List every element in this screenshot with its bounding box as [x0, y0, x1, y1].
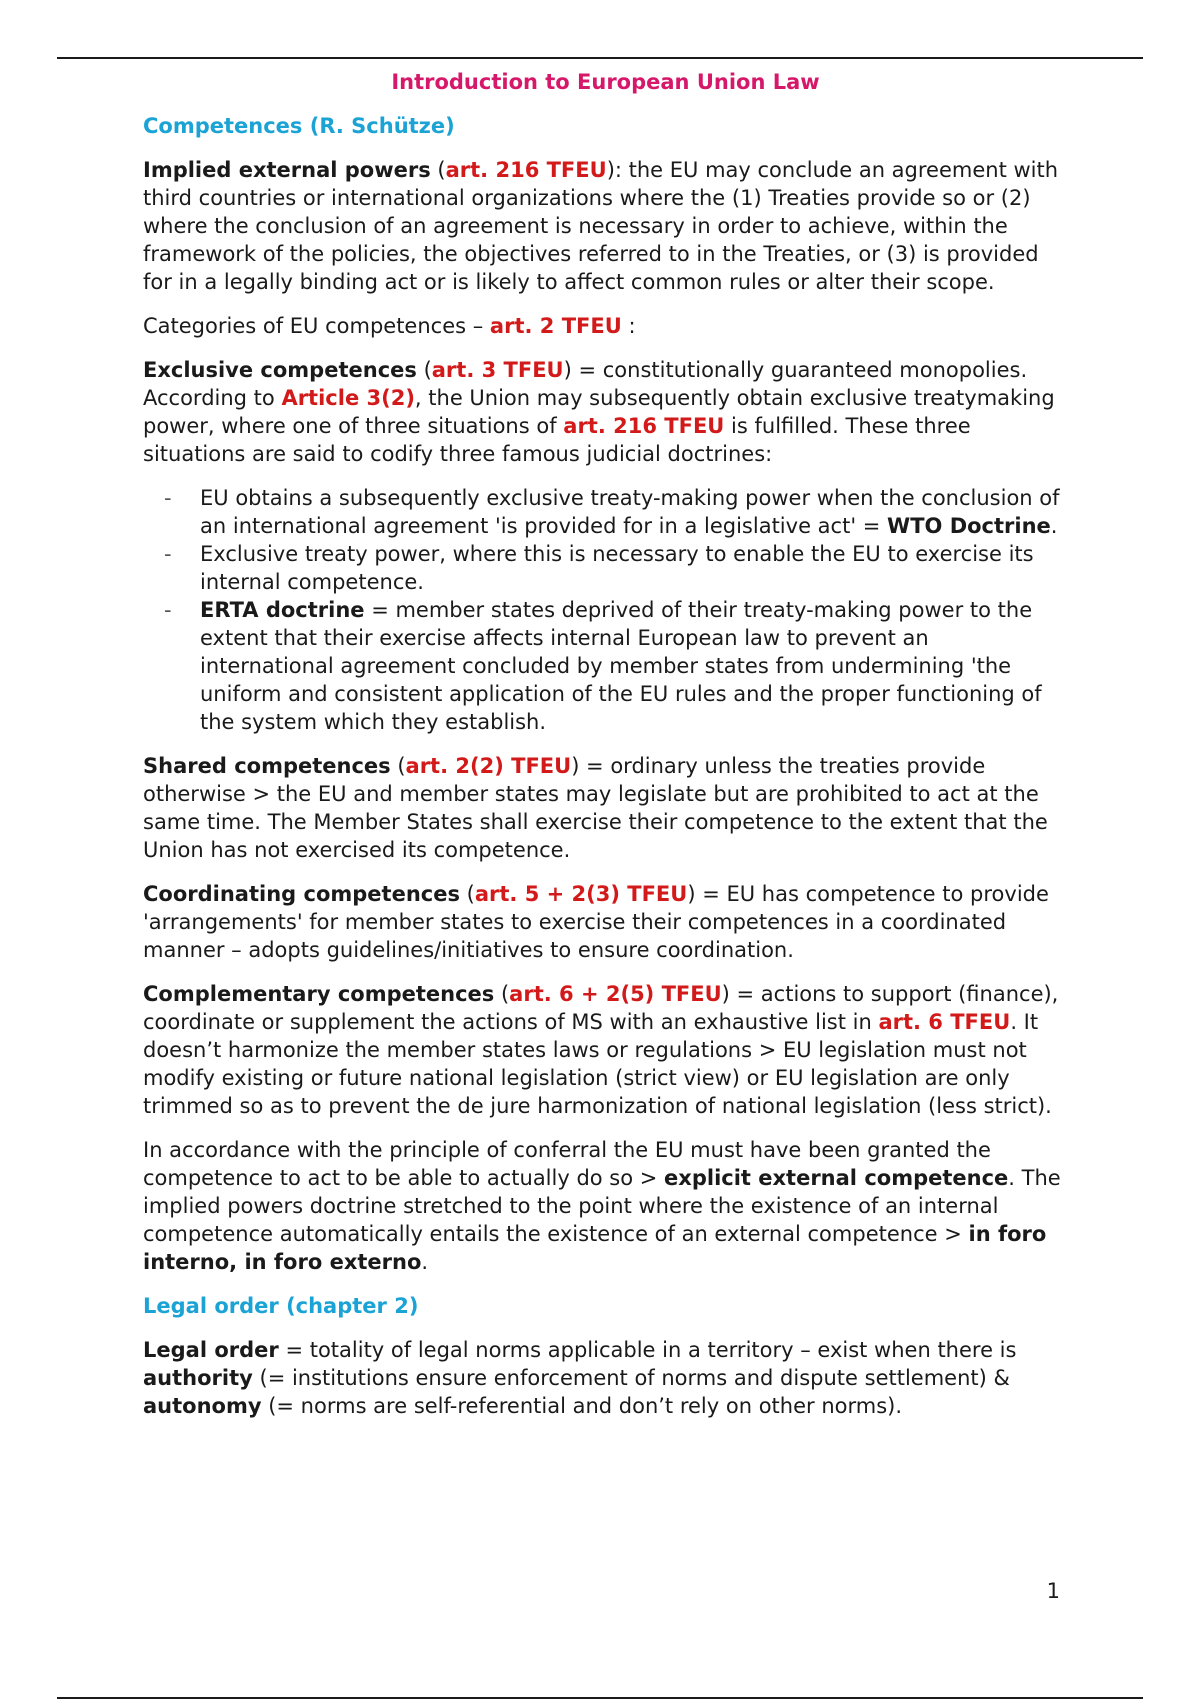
paren-open: ( [416, 358, 432, 382]
text-complementary-1: ) = actions to support (finance), coordinate or supplement the actions of MS with an exhaustive list in [143, 982, 1059, 1034]
bullet-3-text: = member states deprived of their treaty-making power to the extent that their exercise affects internal European law to prevent an international agreement concluded by member states from undermining 'the uniform and consistent application of the EU rules and the proper functioning of the system which they establish. [200, 598, 1042, 734]
text-conferral-2: . The implied powers doctrine stretched to the point where the existence of an internal competence automatically entails the existence of an external competence > [143, 1166, 1061, 1246]
paren-open: ( [494, 982, 510, 1006]
paragraph-conferral [143, 1136, 1068, 1276]
document-title: Introduction to European Union Law [391, 70, 820, 94]
list-item [164, 484, 1068, 540]
text-implied-powers: ): the EU may conclude an agreement with third countries or international organizations where the (1) Treaties provide so or (2) where the conclusion of an agreement is necessary in order to achieve, within the framework of the policies, the objectives referred to in the Treaties, or (3) is provided for in a legally binding act or is likely to affect common rules or alter their scope. [143, 158, 1059, 294]
bottom-rule [57, 1697, 1143, 1699]
text-legal-order-3: (= norms are self-referential and don’t rely on other norms). [261, 1394, 903, 1418]
paragraph-legal-order [143, 1336, 1068, 1420]
list-item [164, 540, 1068, 596]
text-complementary-2: . It doesn’t harmonize the member states laws or regulations > EU legislation must not modify existing or future national legislation (strict view) or EU legislation are only trimmed so as to prevent the de jure harmonization of national legislation (less strict). [143, 1010, 1052, 1118]
term-implied-powers: Implied external powers [143, 158, 431, 182]
ref-art-2-2: art. 2(2) TFEU [405, 754, 572, 778]
bullet-dash: - [164, 598, 172, 622]
ref-art-2: art. 2 TFEU [489, 314, 622, 338]
ref-art-3: art. 3 TFEU [431, 358, 564, 382]
text-categories-tail: : [621, 314, 636, 338]
text-legal-order-2: (= institutions ensure enforcement of norms and dispute settlement) & [252, 1366, 1010, 1390]
doctrine-list [143, 484, 1068, 736]
term-complementary: Complementary competences [143, 982, 495, 1006]
paragraph-coordinating [143, 880, 1068, 964]
text-coordinating: ) = EU has competence to provide 'arrangements' for member states to exercise their competences in a coordinated manner – adopts guidelines/initiatives to ensure coordination. [143, 882, 1049, 962]
ref-art-6: art. 6 TFEU [878, 1010, 1011, 1034]
paren-open: ( [430, 158, 446, 182]
ref-article-3-2: Article 3(2) [281, 386, 415, 410]
ref-art-5: art. 5 + 2(3) TFEU [474, 882, 688, 906]
text-exclusive-2: , the Union may subsequently obtain exclusive treatymaking power, where one of three situations of [143, 386, 1055, 438]
paragraph-categories [143, 312, 1068, 340]
bullet-dash: - [164, 542, 172, 566]
paren-open: ( [390, 754, 406, 778]
bullet-1-end: . [1050, 514, 1058, 538]
text-exclusive-1: ) = constitutionally guaranteed monopolies. According to [143, 358, 1028, 410]
term-shared: Shared competences [143, 754, 391, 778]
list-item [164, 596, 1068, 736]
bullet-1-bold: WTO Doctrine [887, 514, 1051, 538]
ref-art-216-b: art. 216 TFEU [563, 414, 725, 438]
bold-in-foro: in foro interno, in foro externo [143, 1222, 1047, 1274]
text-conferral-1: In accordance with the principle of conferral the EU must have been granted the competence to act to be able to actually do so > [143, 1138, 991, 1190]
bullet-3-bold: ERTA doctrine [200, 598, 365, 622]
top-rule [57, 57, 1143, 59]
bold-autonomy: autonomy [143, 1394, 262, 1418]
bold-authority: authority [143, 1366, 253, 1390]
text-shared: ) = ordinary unless the treaties provide otherwise > the EU and member states may legislate but are prohibited to act at the same time. The Member States shall exercise their competence to the extent that the Union has not exercised its competence. [143, 754, 1048, 862]
paren-open: ( [459, 882, 475, 906]
text-conferral-3: . [421, 1250, 429, 1274]
paragraph-exclusive [143, 356, 1068, 468]
ref-art-216: art. 216 TFEU [445, 158, 607, 182]
term-legal-order: Legal order [143, 1338, 279, 1362]
bullet-1-text: EU obtains a subsequently exclusive treaty-making power when the conclusion of an international agreement 'is provided for in a legislative act' = [200, 486, 1060, 538]
text-exclusive-3: is fulfilled. These three situations are said to codify three famous judicial doctrines: [143, 414, 971, 466]
heading-legal-order: Legal order (chapter 2) [143, 1294, 419, 1318]
bullet-dash: - [164, 486, 172, 510]
heading-competences: Competences (R. Schütze) [143, 114, 455, 138]
term-exclusive: Exclusive competences [143, 358, 417, 382]
text-legal-order-1: = totality of legal norms applicable in a territory – exist when there is [278, 1338, 1017, 1362]
ref-art-6-2-5: art. 6 + 2(5) TFEU [509, 982, 722, 1006]
paragraph-complementary [143, 980, 1068, 1120]
bold-explicit-competence: explicit external competence [664, 1166, 1009, 1190]
page-number: 1 [1046, 1579, 1060, 1603]
paragraph-implied-powers [143, 156, 1068, 296]
text-categories: Categories of EU competences – [143, 314, 490, 338]
term-coordinating: Coordinating competences [143, 882, 460, 906]
paragraph-shared [143, 752, 1068, 864]
bullet-2-text: Exclusive treaty power, where this is necessary to enable the EU to exercise its internal competence. [200, 542, 1034, 594]
document-body [143, 68, 1068, 1436]
